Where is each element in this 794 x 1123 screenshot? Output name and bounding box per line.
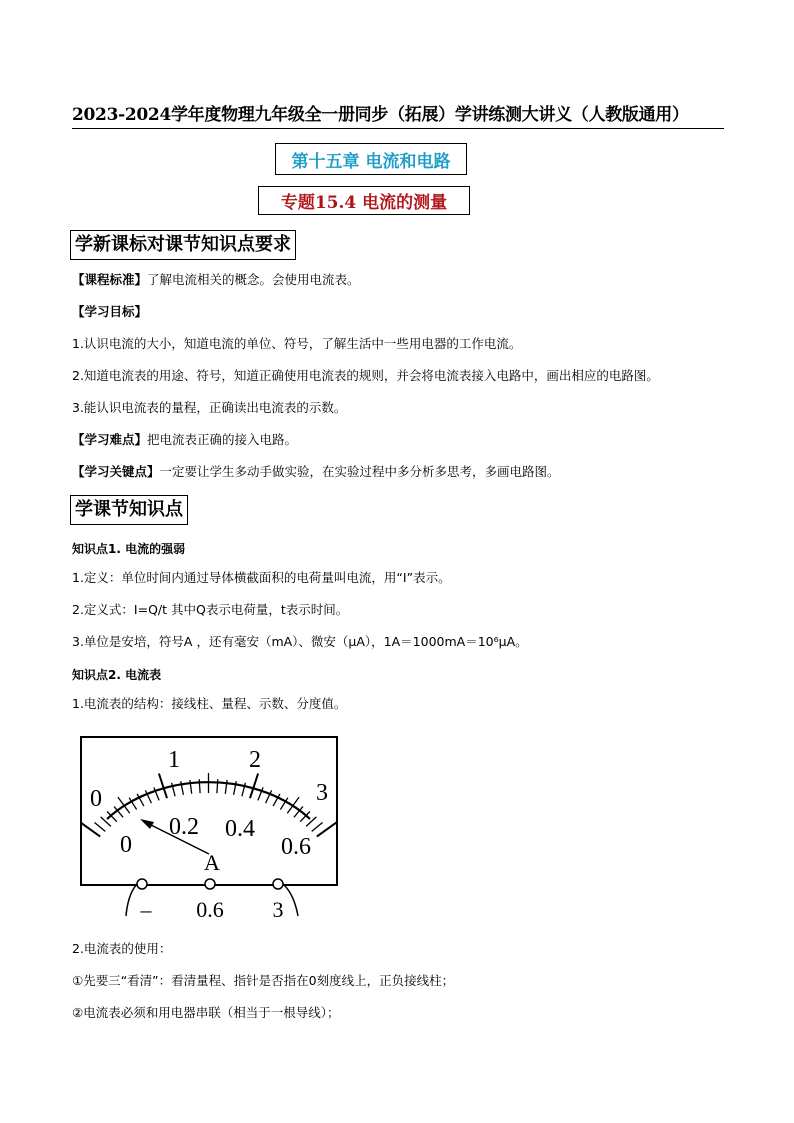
usage-title: 2.电流表的使用： [72,941,172,956]
usage-item-1: ①先要三“看清”：看清量程、指针是否指在0刻度线上，正负接线柱； [72,973,455,988]
topic-title: 专题15.4 电流的测量 [258,186,470,215]
terminal-negative [137,879,147,889]
lower-scale-0.2: 0.2 [169,814,199,840]
document-title: 2023-2024学年度物理九年级全一册同步（拓展）学讲练测大讲义（人教版通用） [72,102,724,129]
learning-goal-1: 1.认识电流的大小，知道电流的单位、符号，了解生活中一些用电器的工作电流。 [72,336,522,351]
section-heading-requirements: 学新课标对课节知识点要求 [70,230,296,260]
learning-key-label: 【学习关键点】 [72,464,160,479]
ammeter-symbol: A [204,850,220,875]
lower-scale-0.6: 0.6 [281,834,311,860]
learning-difficulty [72,431,297,449]
upper-scale-2: 2 [249,747,261,773]
knowledge-point-2-title: 知识点2. 电流表 [72,668,162,682]
learning-key-point [72,463,560,481]
wire-right [283,884,298,916]
kp2-item-1: 1.电流表的结构：接线柱、量程、示数、分度值。 [72,696,347,711]
upper-scale-0: 0 [90,786,102,812]
learning-goal-2: 2.知道电流表的用途、符号，知道正确使用电流表的规则，并会将电流表接入电路中，画出相应的电路图。 [72,368,659,383]
kp1-item-2: 2.定义式：I=Q/t 其中Q表示电荷量，t表示时间。 [72,602,349,617]
upper-scale-1: 1 [168,747,180,773]
usage-item-2: ②电流表必须和用电器串联（相当于一根导线）； [72,1005,340,1020]
scale-tick [217,779,218,793]
learning-goal-3: 3.能认识电流表的量程，正确读出电流表的示数。 [72,400,347,415]
course-standard [72,271,360,289]
lower-scale-0.4: 0.4 [225,816,255,842]
kp1-item-1: 1.定义：单位时间内通过导体横截面积的电荷量叫电流，用“I”表示。 [72,570,451,585]
upper-scale-3: 3 [316,780,328,806]
terminal-label-0.6: 0.6 [196,897,224,918]
learning-difficulty-text: 把电流表正确的接入电路。 [147,432,298,447]
ammeter-svg [80,736,338,918]
terminal-3 [273,879,283,889]
learning-difficulty-label: 【学习难点】 [72,432,148,447]
section-heading-knowledge: 学课节知识点 [70,495,188,525]
scale-tick [199,779,200,793]
course-standard-label: 【课程标准】 [72,272,148,287]
lower-scale-0: 0 [120,832,132,858]
terminal-label-3: 3 [272,897,284,918]
knowledge-point-1-title: 知识点1. 电流的强弱 [72,542,186,556]
wire-left [126,884,137,916]
chapter-title: 第十五章 电流和电路 [275,143,467,175]
kp1-item-3: 3.单位是安培，符号A ，还有毫安（mA）、微安（μA），1A＝1000mA＝10⁶μA。 [72,634,528,649]
terminal-0.6 [205,879,215,889]
learning-goals-label: 【学习目标】 [72,304,148,319]
ammeter-diagram [80,736,338,918]
terminal-label-negative: – [140,897,152,918]
learning-key-text: 一定要让学生多动手做实验，在实验过程中多分析多思考，多画电路图。 [159,464,560,479]
course-standard-text: 了解电流相关的概念。会使用电流表。 [147,272,360,287]
